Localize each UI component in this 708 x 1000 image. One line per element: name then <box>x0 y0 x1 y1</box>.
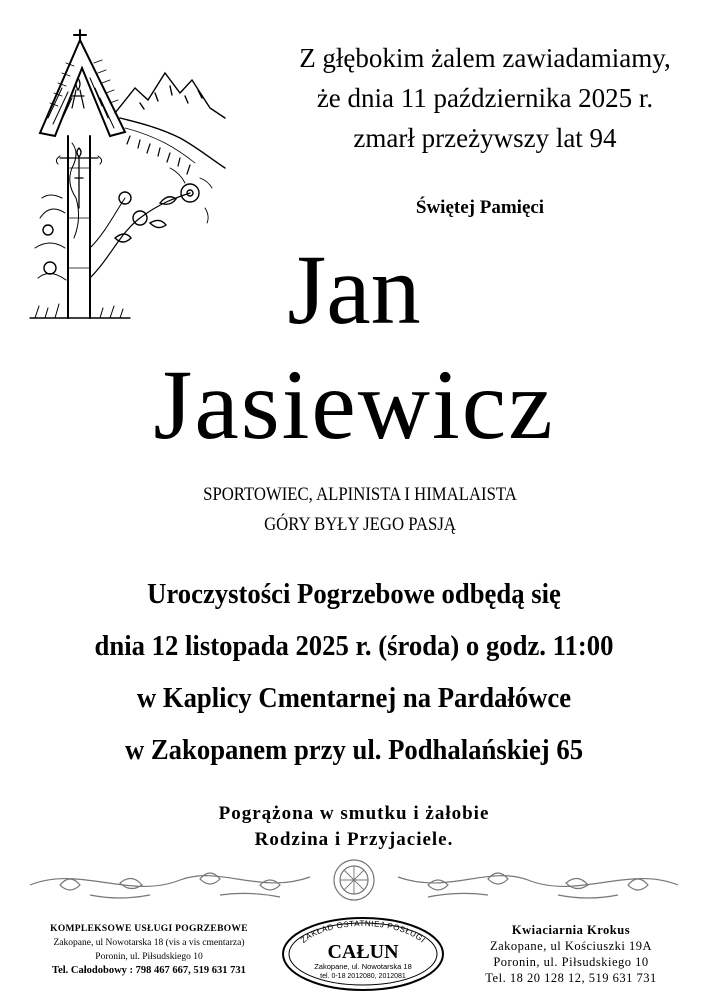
mourners-line: Pogrążona w smutku i żałobie <box>218 803 490 824</box>
ornamental-divider <box>20 855 688 905</box>
description-line: SPORTOWIEC, ALPINISTA I HIMALAISTA <box>203 484 517 505</box>
florist-name: Kwiaciarnia Krokus <box>511 923 631 937</box>
description-line: GÓRY BYŁY JEGO PASJĄ <box>264 514 456 535</box>
mourners-line: Rodzina i Przyjaciele. <box>254 829 454 850</box>
intro-line: zmarł przeżywszy lat 94 <box>353 123 617 153</box>
florist-address: Zakopane, ul Kościuszki 19A <box>489 939 653 953</box>
funeral-home-address: Poronin, ul. Piłsudskiego 10 <box>95 952 203 962</box>
mourners-signature <box>0 801 708 853</box>
seal-name: CAŁUN <box>327 941 399 963</box>
ceremony-details <box>28 568 679 776</box>
ceremony-line: dnia 12 listopada 2025 r. (środa) o godz. 11:00 <box>94 630 614 662</box>
deceased-first-name: Jan <box>287 234 421 345</box>
funeral-home-info <box>14 922 284 978</box>
seal-top-text: ZAKŁAD OSTATNIEJ POSŁUGI <box>299 918 428 945</box>
announcement-intro <box>290 38 680 158</box>
intro-line: Z głębokim żalem zawiadamiamy, <box>299 43 671 73</box>
intro-line: że dnia 11 października 2025 r. <box>316 83 654 113</box>
ceremony-line: Uroczystości Pogrzebowe odbędą się <box>147 578 561 610</box>
seal-phone: tel. 0-18 2012080, 2012081 <box>320 973 406 980</box>
florist-phone: Tel. 18 20 128 12, 519 631 731 <box>485 971 657 985</box>
seal-address: Zakopane, ul. Nowotarska 18 <box>314 962 412 971</box>
memory-label: Świętej Pamięci <box>415 197 545 218</box>
funeral-home-address: Zakopane, ul Nowotarska 18 (vis a vis cmentarza) <box>53 938 245 948</box>
ceremony-line: w Zakopanem przy ul. Podhalańskiej 65 <box>124 734 584 766</box>
ceremony-line: w Kaplicy Cmentarnej na Pardałówce <box>136 682 572 714</box>
funeral-home-name: KOMPLEKSOWE USŁUGI POGRZEBOWE <box>50 924 248 934</box>
funeral-home-seal-logo <box>278 914 448 992</box>
deceased-description <box>96 480 624 540</box>
funeral-home-phone: Tel. Całodobowy : 798 467 667, 519 631 731 <box>52 965 246 976</box>
florist-address: Poronin, ul. Piłsudskiego 10 <box>493 955 649 969</box>
deceased-last-name: Jasiewicz <box>153 349 555 460</box>
florist-info <box>440 922 702 986</box>
